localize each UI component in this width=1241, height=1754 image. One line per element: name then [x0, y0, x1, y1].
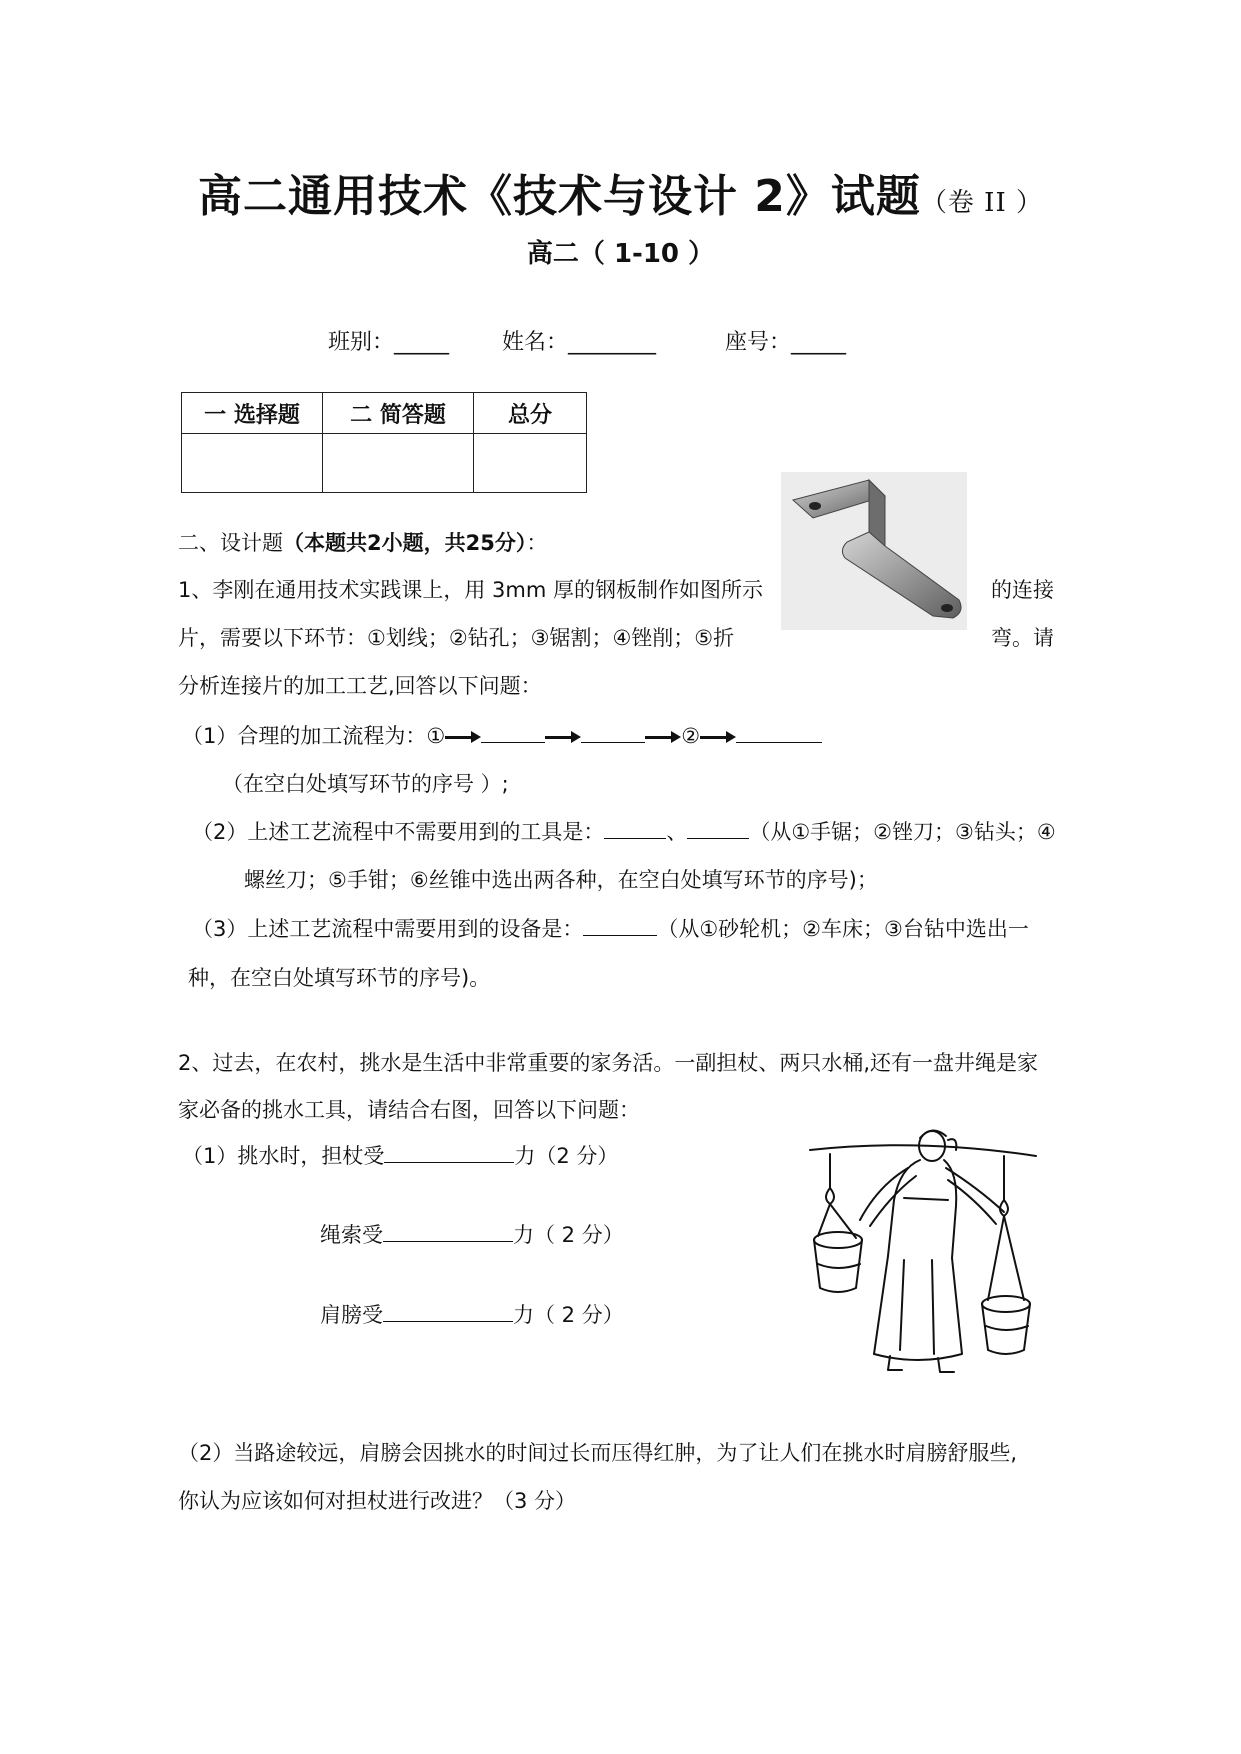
section-heading-points: （本题共2小题，共25分） — [283, 531, 527, 555]
section-heading-prefix: 二、设计题 — [178, 531, 283, 555]
answer-blank-7[interactable] — [384, 1142, 514, 1163]
q2-sub1-a-suffix: 力（2 分） — [514, 1144, 619, 1168]
title-suffix: （卷 II ） — [920, 188, 1043, 218]
q1-sub3-prefix: （3）上述工艺流程中需要用到的设备是： — [192, 917, 584, 941]
score-cell-short — [323, 434, 474, 493]
score-table — [181, 392, 587, 493]
q2-sub2-line2: 你认为应该如何对担杖进行改进？（3 分） — [178, 1489, 577, 1513]
q1-sub2 — [192, 816, 1056, 846]
answer-blank-9[interactable] — [383, 1301, 513, 1322]
q1-sub1-mid: ② — [681, 724, 701, 748]
answer-blank-5[interactable] — [687, 818, 749, 839]
bracket-image — [781, 472, 967, 630]
score-cell-choice — [182, 434, 323, 493]
q1-line3: 分析连接片的加工工艺,回答以下问题： — [178, 674, 542, 698]
answer-blank-2[interactable] — [581, 722, 645, 743]
arrow-icon — [445, 730, 481, 744]
class-field: 班别：_____ — [328, 330, 450, 355]
q2-sub1-c-suffix: 力（ 2 分） — [513, 1303, 624, 1327]
score-header-choice: 一 选择题 — [182, 393, 323, 434]
arrow-icon — [700, 730, 736, 744]
answer-blank-6[interactable] — [583, 915, 657, 936]
q2-sub1-a — [182, 1140, 618, 1170]
q1-sub2-suffix: （从①手锯；②锉刀；③钻头；④ — [749, 820, 1056, 844]
answer-blank-1[interactable] — [481, 722, 545, 743]
q1-sub3 — [192, 913, 1029, 943]
q2-sub1-c — [320, 1299, 624, 1329]
q1-sub2-line2: 螺丝刀；⑤手钳；⑥丝锥中选出两各种，在空白处填写环节的序号)； — [244, 868, 878, 892]
q2-sub1-c-prefix: 肩膀受 — [320, 1303, 383, 1327]
q2-line2: 家必备的挑水工具，请结合右图，回答以下问题： — [178, 1098, 640, 1122]
q1-line1-right: 的连接 — [991, 578, 1054, 602]
q1-sub1-prefix: （1）合理的加工流程为：① — [182, 724, 446, 748]
q1-sub2-prefix: （2）上述工艺流程中不需要用到的工具是： — [192, 820, 605, 844]
section-heading — [178, 527, 547, 557]
score-header-total: 总分 — [474, 393, 587, 434]
q2-sub2-line1: （2）当路途较远，肩膀会因挑水的时间过长而压得红肿，为了让人们在挑水时肩膀舒服些, — [178, 1441, 1018, 1465]
arrow-icon — [545, 730, 581, 744]
q1-sub1-note: （在空白处填写环节的序号 ）; — [222, 772, 509, 796]
q2-sub1-b-suffix: 力（ 2 分） — [513, 1223, 624, 1247]
title-main: 高二通用技术《技术与设计 2》试题 — [197, 171, 921, 222]
q2-sub1-b-prefix: 绳索受 — [320, 1223, 383, 1247]
answer-blank-8[interactable] — [383, 1221, 513, 1242]
q2-line1: 2、过去，在农村，挑水是生活中非常重要的家务活。一副担杖、两只水桶,还有一盘井绳是家 — [178, 1051, 1039, 1075]
seat-field: 座号：_____ — [725, 330, 847, 355]
section-heading-colon: ： — [526, 531, 548, 555]
q1-sub1 — [182, 720, 822, 750]
q1-sub3-suffix: （从①砂轮机；②车床；③台钻中选出一 — [657, 917, 1029, 941]
score-cell-total — [474, 434, 587, 493]
q1-line2-left: 片，需要以下环节：①划线；②钻孔；③锯割；④锉削；⑤折 — [178, 626, 735, 650]
score-header-short: 二 简答题 — [323, 393, 474, 434]
q1-line1-left: 1、李刚在通用技术实践课上，用 3mm 厚的钢板制作如图所示 — [178, 578, 763, 602]
q1-line2-right: 弯。请 — [991, 626, 1054, 650]
q2-sub1-b — [320, 1219, 624, 1249]
answer-blank-4[interactable] — [604, 818, 666, 839]
q2-sub1-a-prefix: （1）挑水时，担杖受 — [182, 1144, 385, 1168]
page-subtitle: 高二（ 1-10 ） — [526, 239, 715, 269]
q1-sub3-line2: 种，在空白处填写环节的序号)。 — [188, 966, 491, 990]
arrow-icon — [645, 730, 681, 744]
water-carrier-illustration — [808, 1128, 1040, 1380]
name-field: 姓名：________ — [502, 330, 657, 355]
q1-sub2-sep: 、 — [666, 820, 688, 844]
page-title — [0, 160, 1241, 224]
answer-blank-3[interactable] — [736, 722, 822, 743]
